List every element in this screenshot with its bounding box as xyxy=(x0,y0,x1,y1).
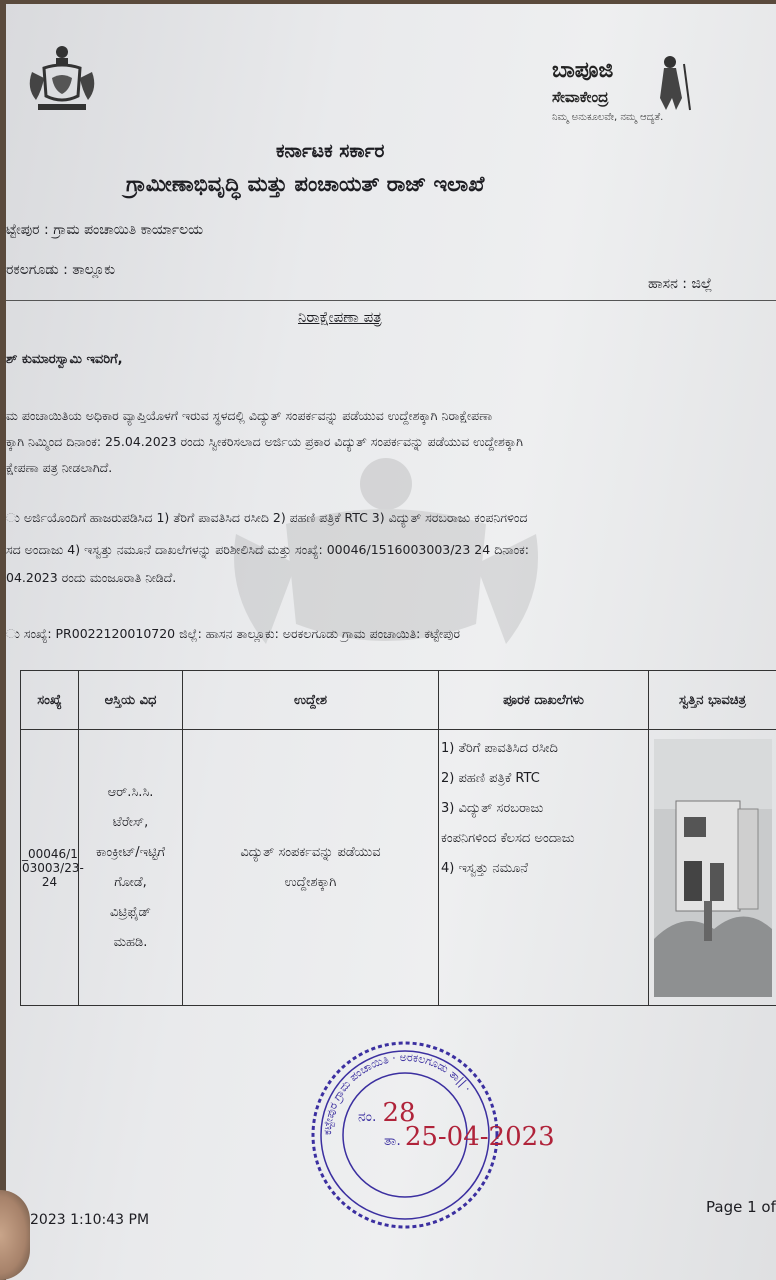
paragraph-1-line-3: ಕ್ಷೇಪಣಾ ಪತ್ರ ನೀಡಲಾಗಿದೆ. xyxy=(6,460,113,475)
letter-title: ನಿರಾಕ್ಷೇಪಣಾ ಪತ್ರ xyxy=(298,308,382,326)
bapuji-seva-kendra-logo xyxy=(546,52,706,132)
stamp-number-label: ನಂ. xyxy=(358,1109,377,1125)
stamp-date xyxy=(384,1122,555,1152)
government-title: ಕರ್ನಾಟಕ ಸರ್ಕಾರ xyxy=(276,140,385,162)
paragraph-2-line-3: 04.2023 ರಂದು ಮಂಜೂರಾತಿ ನೀಡಿದೆ. xyxy=(6,570,177,585)
cell-number: _00046/1 03003/23- 24 xyxy=(21,730,79,1006)
table-header-row xyxy=(21,671,776,730)
col-header-number: ಸಂಖ್ಯೆ xyxy=(21,671,79,730)
document-item: ಕಂಪನಿಗಳಿಂದ ಕೆಲಸದ ಅಂದಾಜು xyxy=(441,831,575,846)
taluk-line: ರಕಲಗೂಡು : ತಾಲ್ಲೂಕು xyxy=(6,262,116,278)
col-header-purpose: ಉದ್ದೇಶ xyxy=(183,671,439,730)
office-line: ಟ್ಟೇಪುರ : ಗ್ರಾಮ ಪಂಚಾಯಿತಿ ಕಾರ್ಯಾಲಯ xyxy=(6,222,204,238)
paragraph-2-line-1: ು ಅರ್ಜಿಯೊಂದಿಗೆ ಹಾಜರುಪಡಿಸಿದ 1) ತೆರಿಗೆ ಪಾವತಿಸಿದ ರಸೀದಿ 2) ಪಹಣಿ ಪತ್ರಿಕೆ RTC 3) ವಿದ್ಯುತ್ ಸರಬರಾಜು ಕಂಪನಿಗಳಿಂದ xyxy=(6,510,528,525)
header-divider xyxy=(6,300,776,301)
document-item: 1) ತೆರಿಗೆ ಪಾವತಿಸಿದ ರಸೀದಿ xyxy=(441,741,558,756)
col-header-property-type: ಆಸ್ತಿಯ ವಿಧ xyxy=(79,671,183,730)
paragraph-1-line-1: ಮ ಪಂಚಾಯಿತಿಯ ಅಧಿಕಾರ ವ್ಯಾಪ್ತಿಯೊಳಗೆ ಇರುವ ಸ್ಥಳದಲ್ಲಿ ವಿದ್ಯುತ್ ಸಂಪರ್ಕವನ್ನು ಪಡೆಯುವ ಉದ್ದೇಶಕ್ಕಾಗಿ ನಿರಾಕ್ಷೇಪಣಾ xyxy=(6,408,493,423)
addressee: ಶ್ ಕುಮಾರಸ್ವಾಮಿ ಇವರಿಗೆ, xyxy=(6,352,123,367)
col-header-documents: ಪೂರಕ ದಾಖಲೆಗಳು xyxy=(439,671,649,730)
stamp-ring-text: ಕಟ್ಟೇಪುರ ಗ್ರಾಮ ಪಂಚಾಯಿತಿ · ಅರಕಲಗೂಡು ತಾ|| · xyxy=(320,1050,474,1136)
page-number: Page 1 of xyxy=(706,1198,776,1216)
department-title: ಗ್ರಾಮೀಣಾಭಿವೃದ್ಧಿ ಮತ್ತು ಪಂಚಾಯತ್ ರಾಜ್ ಇಲಾಖೆ xyxy=(126,172,485,196)
cell-photo xyxy=(649,730,776,1006)
logo-tagline: ನಿಮ್ಮ ಅನುಕೂಲವೇ, ನಮ್ಮ ಆದ್ಯತೆ. xyxy=(552,112,664,123)
document-item: 4) ಇಸ್ವತ್ತು ನಮೂನೆ xyxy=(441,861,529,876)
property-photo xyxy=(654,739,772,997)
document-item: 2) ಪಹಣಿ ಪತ್ರಿಕೆ RTC xyxy=(441,771,540,786)
cell-property-type: ಆರ್.ಸಿ.ಸಿ. ಟೆರೇಸ್, ಕಾಂಕ್ರೀಟ್/ಇಟ್ಟಿಗೆ ಗೋಡೆ, ವಿಟ್ರಿಫೈಡ್ ಮಹಡಿ. xyxy=(79,730,183,1006)
karnataka-emblem-icon xyxy=(22,38,102,118)
col-header-photo: ಸ್ವತ್ತಿನ ಭಾವಚಿತ್ರ xyxy=(649,671,776,730)
property-table xyxy=(20,670,776,1006)
logo-title: ಬಾಪೂಜಿ xyxy=(552,58,614,83)
stamp-number-value: 28 xyxy=(382,1098,416,1128)
document-item: 3) ವಿದ್ಯುತ್ ಸರಬರಾಜು xyxy=(441,801,544,816)
district-line: ಹಾಸನ : ಜಿಲ್ಲೆ xyxy=(648,276,713,292)
stamp-date-value: 25-04-2023 xyxy=(404,1122,555,1152)
cell-documents xyxy=(439,730,649,1006)
logo-subtitle: ಸೇವಾಕೇಂದ್ರ xyxy=(552,88,609,106)
reference-line: ು ಸಂಖ್ಯೆ: PR0022120010720 ಜಿಲ್ಲೆ: ಹಾಸನ ತಾಲ್ಲೂಕು: ಅರಕಲಗೂಡು ಗ್ರಾಮ ಪಂಚಾಯಿತಿ: ಕಟ್ಟೇಪುರ xyxy=(6,626,460,641)
stamp-date-label: ತಾ. xyxy=(384,1133,401,1149)
gandhi-figure-icon xyxy=(646,54,694,112)
paragraph-1-line-2: ಕ್ಕಾಗಿ ನಿಮ್ಮಿಂದ ದಿನಾಂಕ: 25.04.2023 ರಂದು ಸ್ವೀಕರಿಸಲಾದ ಅರ್ಜಿಯ ಪ್ರಕಾರ ವಿದ್ಯುತ್ ಸಂಪರ್ಕವನ್ನು ಪಡೆಯುವ ಉದ್ದೇಶಕ್ಕಾಗಿ xyxy=(6,434,523,449)
table-row xyxy=(21,730,776,1006)
paragraph-2-line-2: ಸದ ಅಂದಾಜು 4) ಇಸ್ವತ್ತು ನಮೂನೆ ದಾಖಲೆಗಳನ್ನು ಪರಿಶೀಲಿಸಿದೆ ಮತ್ತು ಸಂಖ್ಯೆ: 00046/1516003003/23 24 ದಿನಾಂಕ: xyxy=(6,542,530,557)
cell-purpose: ವಿದ್ಯುತ್ ಸಂಪರ್ಕವನ್ನು ಪಡೆಯುವ ಉದ್ದೇಶಕ್ಕಾಗಿ xyxy=(183,730,439,1006)
emblem-watermark-icon xyxy=(226,444,546,664)
document-page xyxy=(6,4,776,1280)
print-timestamp: 2023 1:10:43 PM xyxy=(30,1212,150,1228)
